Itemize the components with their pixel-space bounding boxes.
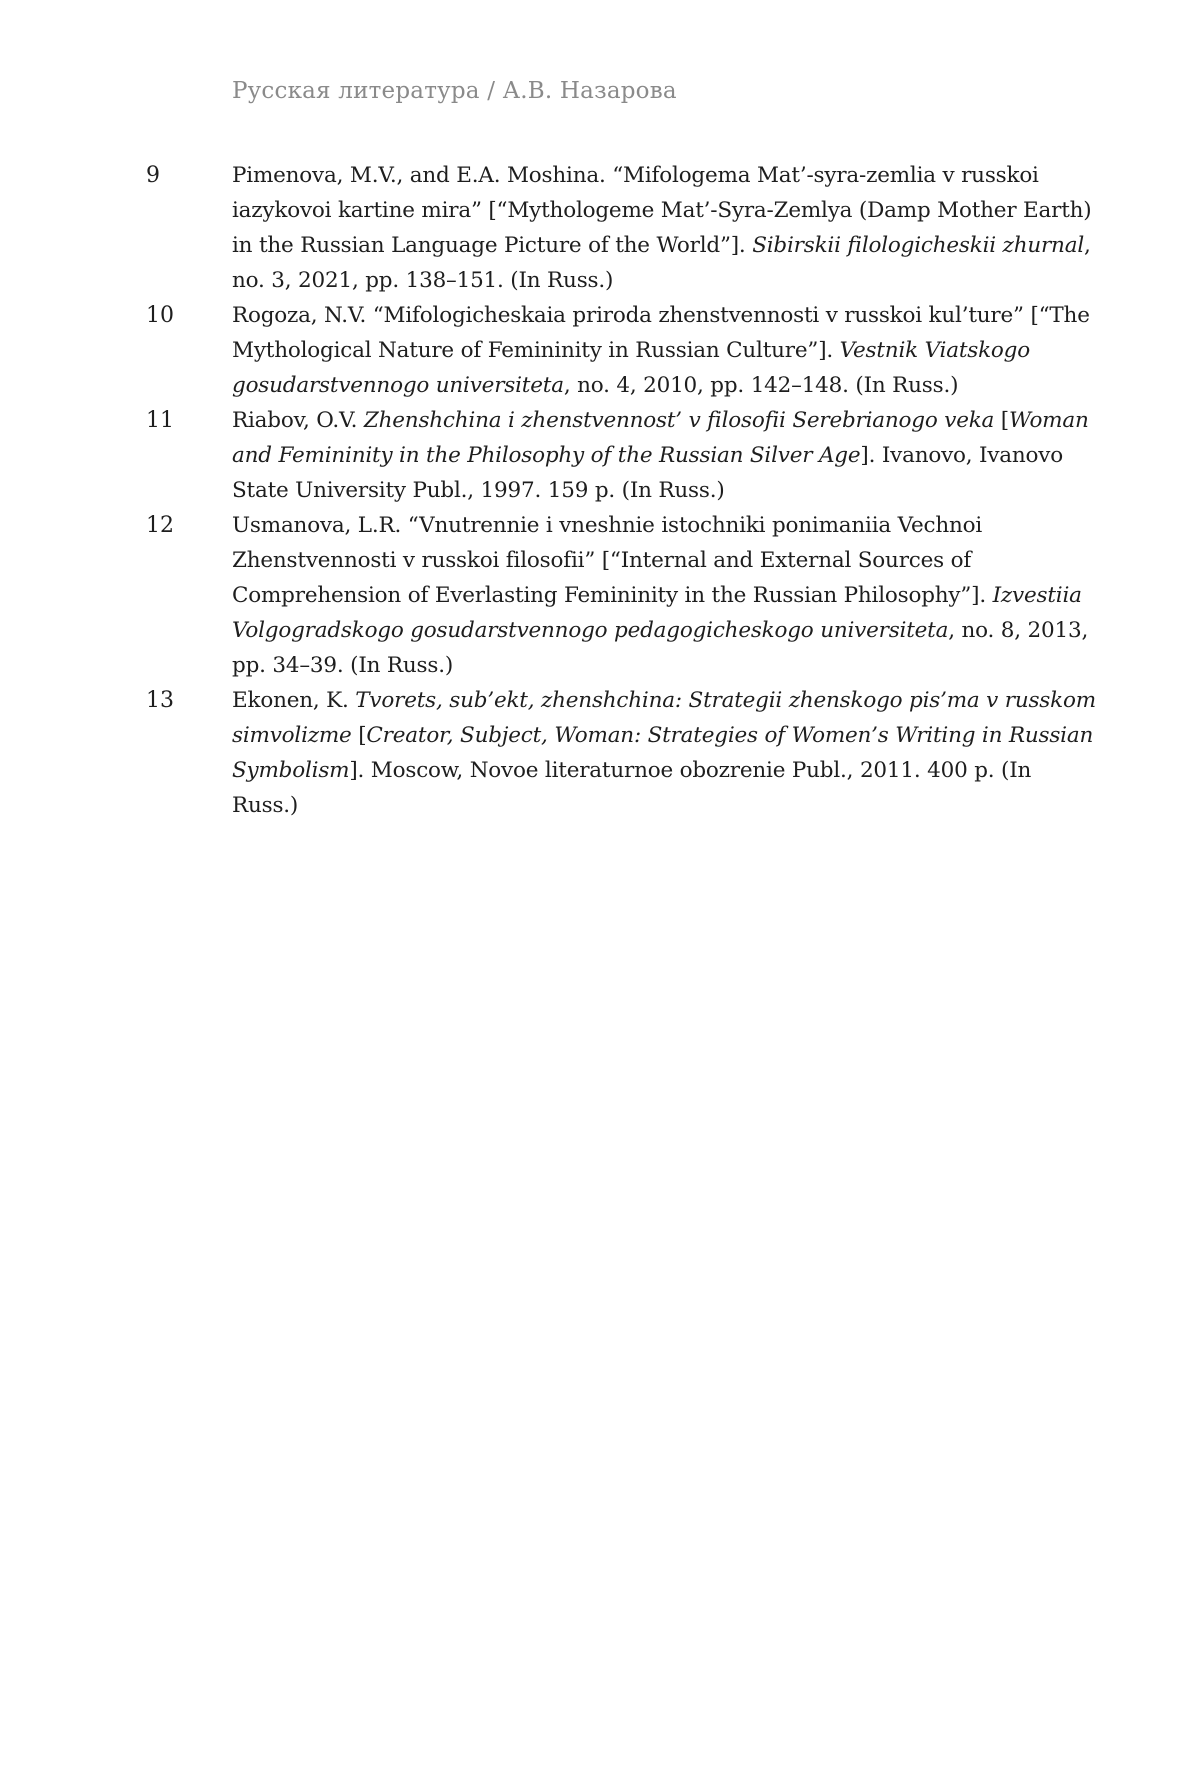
reference-segment: ]. Ivanovo, Ivanovo State University Publ., 1997. 159 p. (In Russ.) xyxy=(232,443,1063,503)
reference-segment: , no. 8, 2013, pp. 34–39. (In Russ.) xyxy=(232,618,1089,678)
reference-journal-title: Izvestiia Volgogradskogo gosudarstvennogo pedagogicheskogo universiteta xyxy=(232,583,1082,643)
reference-item xyxy=(146,298,1096,403)
reference-text xyxy=(232,298,1096,403)
reference-segment: , no. 4, 2010, pp. 142–148. (In Russ.) xyxy=(563,373,959,398)
reference-segment: Pimenova, M.V., and E.A. Moshina. “Mifologema Mat’-syra-zemlia v russkoi iazykovoi kartine mira” [“Mythologeme Mat’-Syra-Zemlya (Damp Mother Earth) in the Russian Language Picture of the World”]. xyxy=(232,163,1092,258)
reference-book-title-translation: Woman and Femininity in the Philosophy of the Russian Silver Age xyxy=(232,408,1089,468)
reference-number: 11 xyxy=(146,408,174,433)
reference-segment: Riabov, O.V. xyxy=(232,408,364,433)
reference-text xyxy=(232,403,1096,508)
reference-item xyxy=(146,403,1096,508)
reference-book-title: Tvorets, sub’ekt, zhenshchina: Strategii zhenskogo pis’ma v russkom simvolizme xyxy=(232,688,1096,748)
reference-segment: Usmanova, L.R. “Vnutrennie i vneshnie istochniki ponimaniia Vechnoi Zhenstvennosti v russkoi filosofii” [“Internal and External Sources of Comprehension of Everlasting Femininity in the Russian Philosophy”]. xyxy=(232,513,993,608)
reference-item xyxy=(146,508,1096,683)
reference-text xyxy=(232,158,1096,298)
reference-segment: [ xyxy=(351,723,367,748)
reference-item xyxy=(146,683,1096,823)
reference-text xyxy=(232,508,1096,683)
reference-segment: , no. 3, 2021, pp. 138–151. (In Russ.) xyxy=(232,233,1091,293)
reference-number: 12 xyxy=(146,513,174,538)
reference-number: 13 xyxy=(146,688,174,713)
reference-text xyxy=(232,683,1096,823)
reference-book-title-translation: Creator, Subject, Woman: Strategies of Women’s Writing in Russian Symbolism xyxy=(232,723,1094,783)
reference-journal-title: Sibirskii filologicheskii zhurnal xyxy=(752,233,1085,258)
reference-number: 10 xyxy=(146,303,174,328)
reference-number: 9 xyxy=(146,163,160,188)
reference-item xyxy=(146,158,1096,298)
reference-journal-title: Vestnik Viatskogo gosudarstvennogo universiteta xyxy=(232,338,1030,398)
reference-segment: [ xyxy=(994,408,1009,433)
reference-segment: Ekonen, K. xyxy=(232,688,356,713)
reference-book-title: Zhenshchina i zhenstvennost’ v filosofii Serebrianogo veka xyxy=(363,408,995,433)
reference-list xyxy=(146,158,1096,823)
reference-segment: ]. Moscow, Novoe literaturnoe obozrenie Publ., 2011. 400 p. (In Russ.) xyxy=(232,758,1032,818)
reference-segment: Rogoza, N.V. “Mifologicheskaia priroda zhenstvennosti v russkoi kul’ture” [“The Mythological Nature of Femininity in Russian Culture”]. xyxy=(232,303,1090,363)
running-head: Русская литература / А.В. Назарова xyxy=(232,78,677,104)
